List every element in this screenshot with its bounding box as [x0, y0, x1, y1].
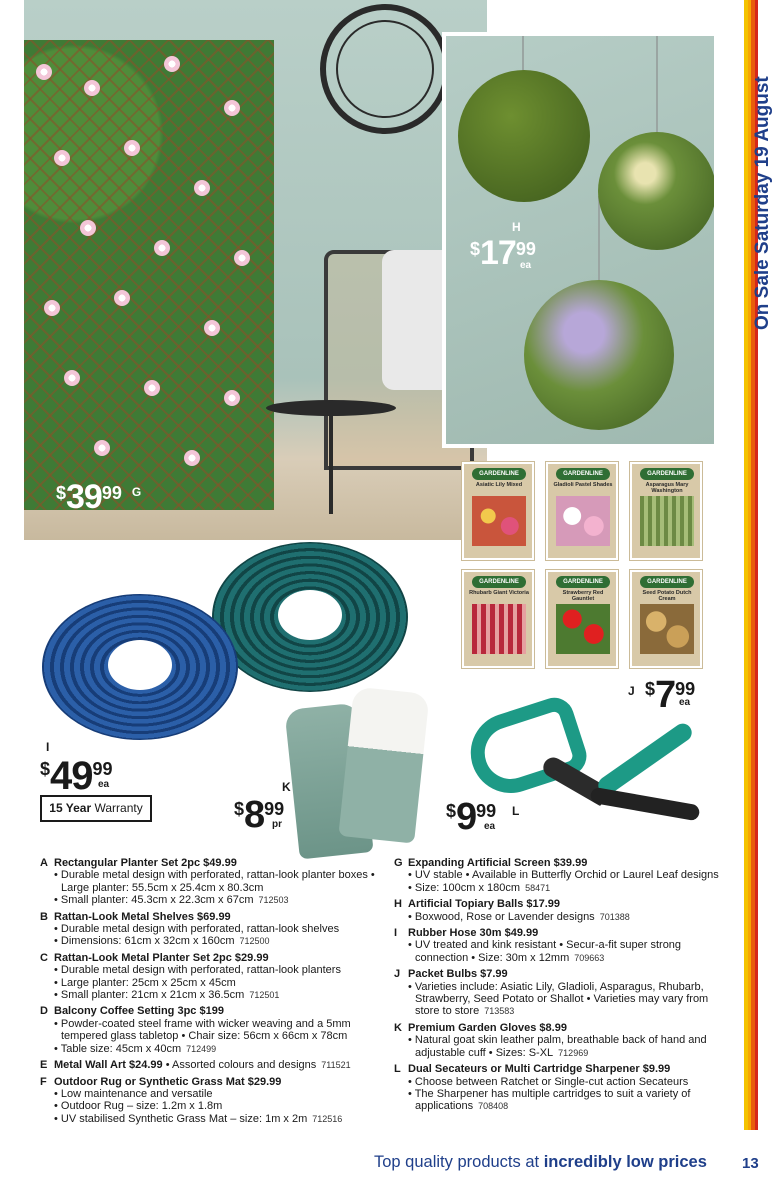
- product-title: Rattan-Look Metal Planter Set 2pc $29.99: [54, 951, 269, 964]
- product-title: Dual Secateurs or Multi Cartridge Sharpener $9.99: [408, 1063, 671, 1076]
- product-code: I: [394, 927, 398, 940]
- seed-packet-asiatic-lily: GARDENLINE Asiatic Lily Mixed: [462, 462, 534, 560]
- product-letter-l: L: [512, 804, 520, 818]
- secateurs-image: [540, 730, 700, 840]
- product-detail: • UV stable • Available in Butterfly Orchid or Laurel Leaf designs: [408, 869, 719, 882]
- product-title: Premium Garden Gloves $8.99: [408, 1021, 567, 1034]
- product-sku: 708408: [478, 1101, 509, 1112]
- product-detail: • Dimensions: 61cm x 32cm x 160cm 712500: [54, 935, 270, 948]
- product-title: Packet Bulbs $7.99: [408, 968, 508, 981]
- product-code: G: [394, 857, 403, 869]
- product-item: [40, 1005, 390, 1055]
- product-detail: • Varieties include: Asiatic Lily, Gladioli, Asparagus, Rhubarb, Strawberry, Seed Potato or Shallot • Varieties may vary from store to store 713583: [408, 980, 709, 1018]
- product-code: E: [40, 1059, 48, 1072]
- product-detail: • UV stabilised Synthetic Grass Mat – size: 1m x 2m 712516: [54, 1112, 343, 1125]
- product-detail: • Boxwood, Rose or Lavender designs 701388: [408, 910, 630, 923]
- product-title: Balcony Coffee Setting 3pc $199: [54, 1005, 224, 1018]
- product-detail: • Small planter: 45.3cm x 22.3cm x 67cm 712503: [54, 894, 289, 907]
- product-sku: 709663: [574, 952, 605, 963]
- seed-packet-rhubarb: GARDENLINE Rhubarb Giant Victoria: [462, 570, 534, 668]
- product-detail: • Choose between Ratchet or Single-cut action Secateurs: [408, 1075, 689, 1088]
- product-title: Rattan-Look Metal Shelves $69.99: [54, 910, 231, 923]
- price-tag-g: $ 39 99 G: [56, 478, 142, 516]
- product-sku: 712501: [249, 990, 280, 1001]
- product-title: Rubber Hose 30m $49.99: [408, 927, 539, 940]
- page-number: 13: [742, 1155, 759, 1172]
- product-item: [40, 857, 390, 907]
- product-code: K: [394, 1021, 402, 1034]
- product-item: [394, 1022, 724, 1059]
- product-code: D: [40, 1005, 48, 1018]
- product-letter-j: J: [628, 684, 635, 698]
- sale-date-banner: On Sale Saturday 19 August: [752, 76, 773, 330]
- seed-packet-potato: GARDENLINE Seed Potato Dutch Cream: [630, 570, 702, 668]
- garden-glove-image-2: [338, 686, 429, 843]
- product-item: [394, 1063, 724, 1113]
- product-code: C: [40, 951, 48, 964]
- product-sku: 712969: [558, 1047, 589, 1058]
- product-detail: • Natural goat skin leather palm, breathable back of hand and adjustable cuff • Sizes: S-XL 712969: [408, 1034, 707, 1059]
- product-detail: • Small planter: 21cm x 21cm x 36.5cm 712501: [54, 989, 280, 1002]
- price-tag-j: $ 7 99 ea: [645, 674, 696, 716]
- product-sku: 712503: [258, 895, 289, 906]
- product-code: B: [40, 910, 48, 923]
- product-list-right: [394, 857, 724, 1117]
- product-list-left: [40, 857, 390, 1129]
- product-detail: • Durable metal design with perforated, rattan-look planters: [54, 964, 341, 977]
- product-sku: 712499: [186, 1043, 217, 1054]
- product-title: Rectangular Planter Set 2pc $49.99: [54, 857, 237, 869]
- product-detail: • UV treated and kink resistant • Secur-a-fit super strong connection • Size: 30m x 12mm 709663: [408, 939, 682, 964]
- product-item: [394, 968, 724, 1018]
- product-code: L: [394, 1063, 401, 1076]
- product-detail: • Powder-coated steel frame with wicker weaving and a 5mm tempered glass tabletop • Chair size: 56cm x 66cm x 78cm: [54, 1017, 351, 1043]
- product-sku: 711521: [321, 1060, 351, 1071]
- product-item: [394, 898, 724, 923]
- product-item: [40, 1076, 390, 1126]
- product-title: Expanding Artificial Screen $39.99: [408, 857, 588, 869]
- blue-hose-image: [42, 594, 238, 740]
- lavender-ball-image: [524, 280, 674, 430]
- product-sku: 701388: [599, 911, 630, 922]
- green-hose-image: [212, 542, 408, 692]
- footer-tagline: Top quality products at incredibly low prices: [374, 1153, 707, 1171]
- product-detail: • Durable metal design with perforated, rattan-look planter boxes • Large planter: 55.5cm x 25.4cm x 80.3cm: [54, 869, 375, 894]
- product-detail: • Assorted colours and designs: [165, 1059, 317, 1072]
- product-code: A: [40, 857, 48, 869]
- product-letter-h: H: [512, 220, 521, 234]
- expanding-screen-image: [24, 40, 274, 510]
- product-sku: 58471: [525, 882, 551, 893]
- price-tag-h: $ 17 99 ea: [470, 234, 536, 272]
- rose-ball-image: [598, 132, 716, 250]
- product-detail: • Low maintenance and versatile: [54, 1087, 213, 1100]
- product-detail: • The Sharpener has multiple cartridges to suit a variety of applications 708408: [408, 1087, 691, 1113]
- product-letter-i: I: [46, 740, 50, 754]
- seed-packet-gladioli: GARDENLINE Gladioli Pastel Shades: [546, 462, 618, 560]
- garden-lifestyle-photo: [24, 0, 487, 540]
- product-sku: 713583: [484, 1006, 515, 1017]
- product-title: Outdoor Rug or Synthetic Grass Mat $29.99: [54, 1075, 282, 1088]
- product-letter-k: K: [282, 780, 291, 794]
- product-sku: 712516: [312, 1113, 343, 1124]
- price-tag-k: $ 8 99 pr: [234, 794, 285, 836]
- product-item: [40, 911, 390, 948]
- product-detail: • Durable metal design with perforated, rattan-look shelves: [54, 923, 340, 936]
- seed-packet-asparagus: GARDENLINE Asparagus Mary Washington: [630, 462, 702, 560]
- price-tag-i: $ 49 99 ea: [40, 754, 113, 798]
- product-code: F: [40, 1075, 47, 1088]
- product-item: [40, 952, 390, 1002]
- product-detail: • Table size: 45cm x 40cm 712499: [54, 1042, 217, 1055]
- product-title: Metal Wall Art $24.99: [54, 1059, 163, 1072]
- product-sku: 712500: [239, 936, 270, 947]
- boxwood-ball-image: [458, 70, 590, 202]
- warranty-badge: 15 Year Warranty: [40, 795, 152, 822]
- product-item: [394, 857, 724, 894]
- product-detail: • Large planter: 25cm x 25cm x 45cm: [54, 976, 236, 989]
- product-item: [394, 927, 724, 964]
- product-title: Artificial Topiary Balls $17.99: [408, 898, 561, 911]
- product-code: J: [394, 968, 401, 981]
- product-item: [40, 1059, 390, 1071]
- seed-packet-strawberry: GARDENLINE Strawberry Red Gauntlet: [546, 570, 618, 668]
- product-code: H: [394, 898, 402, 911]
- price-tag-l: $ 9 99 ea: [446, 796, 497, 838]
- product-detail: • Size: 100cm x 180cm 58471: [408, 881, 551, 894]
- product-detail: • Outdoor Rug – size: 1.2m x 1.8m: [54, 1100, 223, 1113]
- wall-clock-image: [320, 4, 450, 134]
